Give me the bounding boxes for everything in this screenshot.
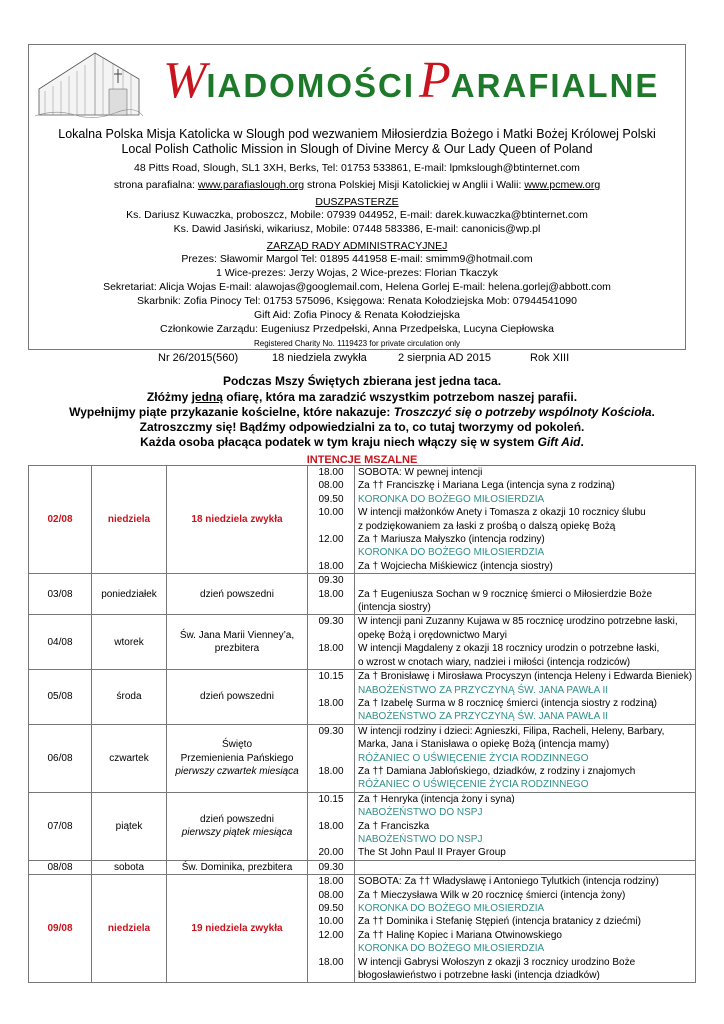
mass-time [311, 684, 351, 697]
board-line-1: Prezes: Sławomir Margol Tel: 01895 441958 E-mail: smimm9@hotmail.com [181, 253, 533, 265]
devotion-text: NABOŻEŃSTWO DO NSPJ [358, 807, 483, 819]
description-text: Św. Jana Marii Vienney’a, [179, 629, 295, 641]
charity-line: Registered Charity No. 1119423 for private circulation only [253, 339, 461, 348]
mass-time: 10.15 [318, 671, 344, 683]
intention-text: W intencji małżonków Anety i Tomasza z okazji 10 rocznicy ślubu [358, 507, 646, 519]
mass-time [311, 601, 351, 614]
mass-time: 09.50 [318, 493, 344, 505]
intention-text: Za † Eugeniusza Sochan w 9 rocznicę śmierci o Miłosierdzie Boże [358, 588, 653, 600]
intention-text: SOBOTA: Za †† Władysławę i Antoniego Tylutkich (intencja rodziny) [358, 876, 659, 888]
description-text: 19 niedziela zwykła [191, 923, 283, 935]
mass-time: 18.00 [318, 765, 344, 777]
mass-time: 12.00 [318, 929, 344, 941]
table-row [29, 466, 696, 574]
devotion-text: KORONKA DO BOŻEGO MIŁOSIERDZIA [358, 493, 545, 505]
board-line-3: Sekretariat: Alicja Wojas E-mail: alawojas@googlemail.com, Helena Gorlej E-mail: helena.gorlej@abbott.com [103, 281, 611, 293]
day-text: czwartek [109, 752, 149, 764]
devotion-text: KORONKA DO BOŻEGO MIŁOSIERDZIA [358, 943, 545, 955]
description-cell [167, 860, 308, 874]
devotion-text: RÓŻANIEC O UŚWIĘCENIE ŻYCIA RODZINNEGO [358, 752, 589, 764]
intention-text [358, 574, 692, 587]
appeal-l2a: Złóżmy [146, 390, 192, 404]
description-text: prezbitera [214, 643, 260, 655]
description-text: dzień powszedni [200, 691, 274, 703]
time-cell [308, 466, 355, 574]
appeal-l3a: Wypełnijmy piąte przykazanie kościelne, które nakazuje: [69, 405, 394, 419]
description-note: pierwszy czwartek miesiąca [175, 765, 299, 777]
day-text: wtorek [114, 636, 144, 648]
day-text: niedziela [107, 923, 151, 935]
intention-text: Za † Henryka (intencja żony i syna) [358, 793, 515, 805]
date-cell [29, 466, 92, 574]
intention-text: Za † Franciszka [358, 820, 430, 832]
intention-text: Za †† Halinę Kopiec i Mariana Otwinowskiego [358, 929, 562, 941]
parish-website-link[interactable]: www.parafiaslough.org [197, 179, 305, 191]
intention-text: Za †† Dominika i Stefanię Stępień (intencja bratanicy z dziećmi) [358, 916, 641, 928]
header-line-pl: Lokalna Polska Misja Katolicka w Slough pod wezwaniem Miłosierdzia Bożego i Matki Bożej Królowej Polski [58, 127, 656, 141]
mass-time [311, 629, 351, 642]
mass-time: 18.00 [318, 956, 344, 968]
appeal-l5c: . [580, 435, 584, 449]
day-text: środa [116, 691, 142, 703]
time-cell [308, 860, 355, 874]
intention-text [358, 861, 692, 874]
day-text: niedziela [107, 513, 151, 525]
table-row [29, 792, 696, 860]
clergy-title: DUSZPASTERZE [315, 196, 399, 208]
mass-time [311, 520, 351, 533]
description-text: Św. Dominika, prezbitera [181, 861, 293, 873]
intention-text: The St John Paul II Prayer Group [358, 847, 506, 859]
description-cell [167, 574, 308, 615]
day-text: sobota [113, 861, 145, 873]
day-text: poniedziałek [101, 588, 157, 600]
section-title: INTENCJE MSZALNE [306, 454, 418, 466]
appeal-l2c: ofiarę, która ma zaradzić wszystkim potrzebom naszej parafii. [222, 390, 578, 404]
date-text: 05/08 [47, 691, 73, 703]
masthead-iadomosci: IADOMOŚCI [206, 67, 415, 104]
description-cell [167, 724, 308, 792]
date-cell [29, 574, 92, 615]
description-text: Święto [221, 739, 252, 751]
masthead-title [163, 51, 659, 110]
date-text: 02/08 [47, 513, 73, 525]
header-box [28, 44, 686, 350]
mass-time: 12.00 [318, 534, 344, 546]
date-text: 07/08 [47, 820, 73, 832]
table-row [29, 615, 696, 670]
intention-cell [355, 466, 696, 574]
devotion-text: RÓŻANIEC O UŚWIĘCENIE ŻYCIA RODZINNEGO [358, 779, 589, 791]
mass-time: 18.00 [318, 820, 344, 832]
date-cell [29, 875, 92, 983]
intention-text: Za †† Damiana Jabłońskiego, dziadków, z rodziny i znajomych [358, 765, 636, 777]
devotion-text: KORONKA DO BOŻEGO MIŁOSIERDZIA [358, 547, 545, 559]
time-cell [308, 574, 355, 615]
intention-text: Za †† Franciszkę i Mariana Lega (intencja syna z rodziną) [358, 480, 615, 492]
description-cell [167, 875, 308, 983]
intention-text: W intencji Gabrysi Wołoszyn z okazji 3 rocznicy urodzino Boże [358, 956, 636, 968]
clergy-line-2: Ks. Dawid Jasiński, wikariusz, Mobile: 07448 583386, E-mail: canonicis@wp.pl [173, 223, 541, 235]
day-cell [92, 792, 167, 860]
description-text: Przemienienia Pańskiego [180, 752, 294, 764]
mass-time: 09.30 [318, 725, 344, 737]
intention-cell [355, 670, 696, 725]
church-drawing-icon [35, 49, 143, 119]
date-text: 08/08 [47, 861, 73, 873]
masthead-arafialne: ARAFIALNE [450, 67, 660, 104]
intention-text: Za † Izabelę Surma w 8 rocznicę śmierci (intencja siostry z rodziną) [358, 697, 657, 709]
intention-text: opekę Bożą i orędownictwo Maryi [358, 629, 507, 641]
description-cell [167, 670, 308, 725]
time-cell [308, 724, 355, 792]
devotion-text: NABOŻEŃSTWO ZA PRZYCZYNĄ ŚW. JANA PAWŁA II [358, 711, 609, 723]
mass-time: 18.00 [318, 697, 344, 709]
date-cell [29, 860, 92, 874]
pcmew-website-link[interactable]: www.pcmew.org [524, 179, 601, 191]
day-cell [92, 875, 167, 983]
description-cell [167, 466, 308, 574]
day-cell [92, 574, 167, 615]
mass-time [311, 656, 351, 669]
day-text: piątek [115, 820, 143, 832]
mass-time [311, 752, 351, 765]
mass-time: 08.00 [318, 889, 344, 901]
mass-time [311, 833, 351, 846]
appeal-line-5 [0, 435, 724, 449]
intention-cell [355, 615, 696, 670]
issue-date: 2 sierpnia AD 2015 [398, 352, 491, 364]
mass-time: 10.00 [318, 507, 344, 519]
time-cell [308, 615, 355, 670]
intention-text: Za † Wojciecha Miśkiewicz (intencja siostry) [358, 560, 553, 572]
intention-text: z podziękowaniem za łaski z prośbą o dalszą opiekę Bożą [358, 520, 616, 532]
mass-time [311, 738, 351, 751]
time-cell [308, 875, 355, 983]
date-text: 03/08 [47, 588, 73, 600]
mass-time: 10.15 [318, 793, 344, 805]
clergy-line-1: Ks. Dariusz Kuwaczka, proboszcz, Mobile: 07939 044952, E-mail: darek.kuwaczka@btinternet.com [126, 209, 588, 221]
intention-text: Marka, Jana i Stanisława o opiekę Bożą (intencja mamy) [358, 739, 610, 751]
board-line-2: 1 Wice-prezes: Jerzy Wojas, 2 Wice-prezes: Florian Tkaczyk [215, 267, 499, 279]
intention-text: błogosławieństwo i potrzebne łaski (intencja dziadków) [358, 970, 600, 982]
intention-text: o wzrost w cnotach wiary, nadziei i miłości (intencja rodziców) [358, 656, 631, 668]
header-line-en: Local Polish Catholic Mission in Slough of Divine Mercy & Our Lady Queen of Poland [121, 142, 593, 156]
time-cell [308, 670, 355, 725]
board-line-5: Gift Aid: Zofia Pinocy & Renata Kołodziejska [253, 309, 461, 321]
table-row [29, 574, 696, 615]
devotion-text: NABOŻEŃSTWO DO NSPJ [358, 833, 483, 845]
issue-number: Nr 26/2015(560) [158, 352, 239, 364]
web-label: strona parafialna: [113, 179, 198, 191]
description-text: dzień powszedni [200, 588, 274, 600]
mass-time: 20.00 [318, 847, 344, 859]
mass-time [311, 710, 351, 723]
intention-cell [355, 792, 696, 860]
appeal-l5a: Każda osoba płacąca podatek w tym kraju niech włączy się w system [140, 435, 538, 449]
date-cell [29, 670, 92, 725]
masthead-w: W [163, 52, 207, 109]
date-cell [29, 792, 92, 860]
day-cell [92, 466, 167, 574]
description-cell [167, 615, 308, 670]
table-row [29, 875, 696, 983]
time-cell [308, 792, 355, 860]
mass-time: 10.00 [318, 916, 344, 928]
mass-time: 09.30 [318, 616, 344, 628]
day-cell [92, 860, 167, 874]
day-cell [92, 724, 167, 792]
devotion-text: KORONKA DO BOŻEGO MIŁOSIERDZIA [358, 903, 545, 914]
description-text: dzień powszedni [200, 813, 274, 825]
day-cell [92, 615, 167, 670]
devotion-text: NABOŻEŃSTWO ZA PRZYCZYNĄ ŚW. JANA PAWŁA II [358, 684, 609, 696]
header-address: 48 Pitts Road, Slough, SL1 3XH, Berks, Tel: 01753 533861, E-mail: lpmkslough@btinternet.com [134, 162, 580, 174]
board-line-4: Skarbnik: Zofia Pinocy Tel: 01753 575096, Księgowa: Renata Kołodziejska Mob: 07944541090 [137, 295, 577, 307]
board-title: ZARZĄD RADY ADMINISTRACYJNEJ [266, 240, 448, 252]
intention-text: Za † Mariusza Małyszko (intencja rodziny) [358, 534, 545, 546]
date-cell [29, 615, 92, 670]
appeal-line-1: Podczas Mszy Świętych zbierana jest jedna taca. [222, 374, 502, 388]
intention-text: W intencji Magdaleny z okazji 18 rocznicy urodzin o potrzebne łaski, [358, 643, 660, 655]
appeal-l3b: Troszczyć się o potrzeby wspólnoty Kościoła [393, 405, 652, 419]
board-line-6: Członkowie Zarządu: Eugeniusz Przedpełski, Anna Przedpełska, Lucyna Ciepłowska [160, 323, 554, 335]
day-cell [92, 670, 167, 725]
mass-time [311, 969, 351, 982]
date-text: 09/08 [47, 923, 73, 935]
description-note: pierwszy piątek miesiąca [181, 827, 293, 839]
appeal-l5b: Gift Aid [537, 435, 581, 449]
mass-time: 18.00 [318, 876, 344, 888]
appeal-line-2 [0, 390, 724, 404]
mass-time: 18.00 [318, 643, 344, 655]
description-cell [167, 792, 308, 860]
web-label-2: strona Polskiej Misji Katolickiej w Anglii i Walii: [304, 179, 525, 191]
table-row [29, 860, 696, 874]
intention-cell [355, 875, 696, 983]
issue-year: Rok XIII [530, 352, 570, 364]
appeal-l2b: jedną [191, 390, 223, 404]
intention-text: SOBOTA: W pewnej intencji [358, 467, 483, 478]
appeal-l3c: . [651, 405, 655, 419]
mass-time: 09.30 [318, 861, 344, 873]
appeal-line-3 [0, 405, 724, 419]
issue-sunday: 18 niedziela zwykła [272, 352, 367, 364]
mass-time [311, 806, 351, 819]
mass-time [311, 546, 351, 559]
masthead-p: P [419, 52, 451, 109]
table-row [29, 724, 696, 792]
mass-time [311, 778, 351, 791]
appeal-line-4: Zatroszczmy się! Bądźmy odpowiedzialni za to, co tutaj tworzymy od pokoleń. [139, 420, 585, 434]
header-websites [29, 179, 685, 191]
intention-cell [355, 574, 696, 615]
mass-time: 18.00 [318, 588, 344, 600]
intention-text: (intencja siostry) [358, 602, 431, 614]
description-text: 18 niedziela zwykła [191, 513, 283, 525]
mass-intentions-table [28, 465, 696, 983]
date-text: 04/08 [47, 636, 73, 648]
intention-cell [355, 724, 696, 792]
intention-text: Za † Mieczysława Wilk w 20 rocznicę śmierci (intencja żony) [358, 889, 626, 901]
mass-time: 09.30 [318, 575, 344, 587]
mass-time: 09.50 [318, 903, 344, 914]
intention-cell [355, 860, 696, 874]
intention-text: W intencji pani Zuzanny Kujawa w 85 rocznicę urodzino potrzebne łaski, [358, 616, 678, 628]
mass-time: 08.00 [318, 480, 344, 492]
date-text: 06/08 [47, 752, 73, 764]
mass-time: 18.00 [318, 560, 344, 572]
date-cell [29, 724, 92, 792]
mass-time: 18.00 [318, 467, 344, 478]
intention-text: Za † Bronisławę i Mirosława Procyszyn (intencja Heleny i Edwarda Bieniek) [358, 671, 693, 683]
mass-time [311, 942, 351, 955]
intention-text: W intencji rodziny i dzieci: Agnieszki, Filipa, Racheli, Heleny, Barbary, [358, 725, 665, 737]
table-row [29, 670, 696, 725]
